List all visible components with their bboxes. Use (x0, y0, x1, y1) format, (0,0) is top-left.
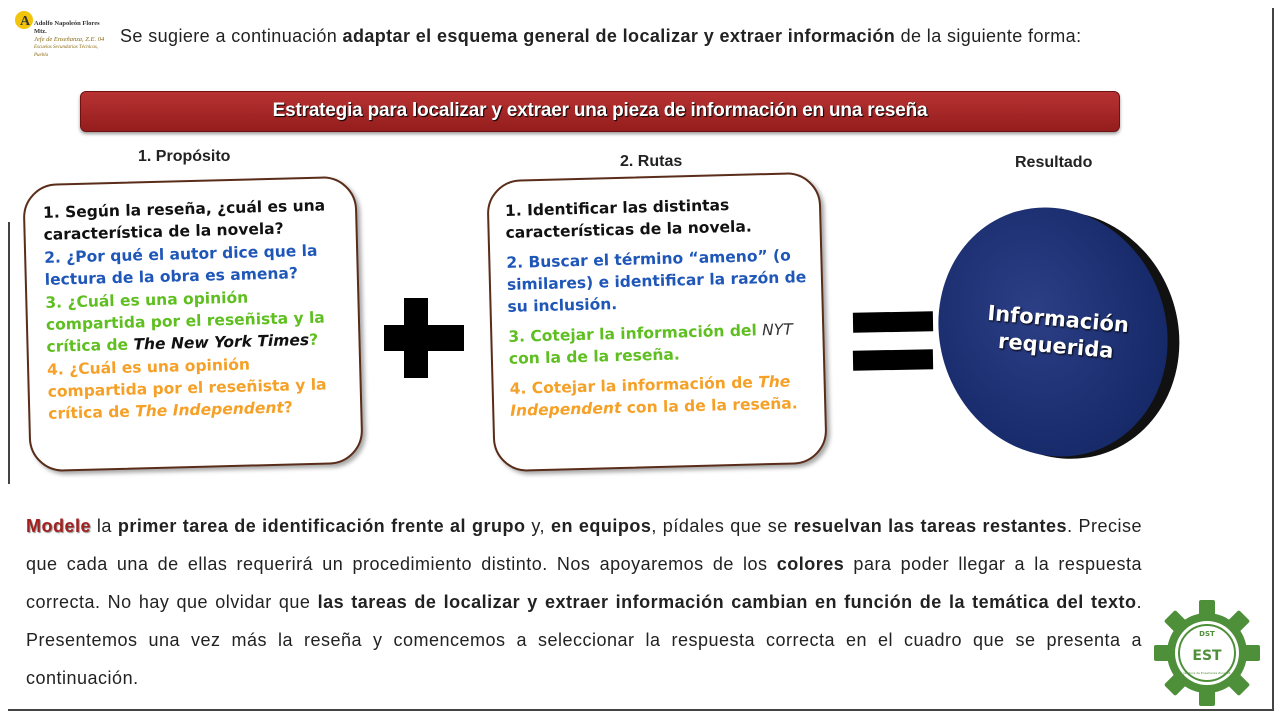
instructions-paragraph (26, 507, 1142, 697)
frame-left-border (8, 222, 10, 484)
body-bold-7: resuelvan las tareas restantes (793, 516, 1068, 536)
purpose-question-2: 2. ¿Por qué el autor dice que la lectura de la obra es amena? (43, 241, 318, 289)
purpose-box (22, 176, 363, 473)
route-step-4-source: The Independent (510, 372, 791, 420)
purpose-question-4-end: ? (283, 398, 294, 417)
purpose-heading: 1. Propósito (138, 148, 231, 165)
body-bold-5: en equipos (550, 516, 652, 536)
route-step-3-end: con la de la reseña. (508, 345, 680, 368)
route-step-4 (509, 370, 810, 422)
dst-gear-logo (1152, 598, 1262, 708)
body-text-4: y, (525, 516, 551, 536)
logo-line-2: Jefe de Enseñanza, Z.E. 04 (34, 36, 105, 43)
body-text-10: para poder llegar a la respuesta correcta. No hay que olvidar que (26, 554, 1142, 612)
logo-line-3: Escuelas Secundarias Técnicas, Puebla (34, 45, 99, 58)
purpose-question-4 (47, 351, 347, 425)
result-label-line-2: requerida (997, 328, 1115, 363)
purpose-question-3-end: ? (308, 330, 319, 349)
route-step-2: 2. Buscar el término “ameno” (o similares) e identificar la razón de su inclusión. (506, 246, 807, 316)
route-step-3-text: 3. Cotejar la información del (508, 321, 763, 346)
purpose-question-3-source: The New York Times (133, 330, 310, 354)
body-text-6: , pídales que se (651, 516, 794, 536)
routes-box (486, 172, 828, 473)
svg-text:A: A (20, 14, 31, 29)
gear-mid-text: EST (1192, 648, 1222, 664)
logo-text (34, 20, 108, 60)
purpose-question-1: 1. Según la reseña, ¿cuál es una característica de la novela? (42, 196, 326, 244)
body-bold-9: colores (776, 554, 845, 574)
routes-heading: 2. Rutas (620, 153, 683, 170)
equals-sign-bottom (853, 349, 933, 370)
result-heading: Resultado (1015, 154, 1093, 171)
body-text-12: . Presentemos una vez más la reseña y comencemos a seleccionar la respuesta correcta en el cuadro que se presenta a continuación. (26, 592, 1142, 688)
body-text-8: . Precise que cada una de ellas requerirá un procedimiento distinto. Nos apoyaremos de los (26, 516, 1143, 574)
plus-sign-horizontal (384, 325, 464, 351)
intro-text-1: Se sugiere a continuación (120, 26, 343, 46)
gear-top-text: DST (1199, 630, 1215, 638)
strategy-banner: Estrategia para localizar y extraer una pieza de información en una reseña (80, 91, 1120, 132)
intro-paragraph (120, 22, 1138, 50)
route-step-4-end: con la de la reseña. (621, 394, 798, 417)
frame-right-border (1272, 8, 1274, 711)
body-bold-11: las tareas de localizar y extraer información cambian en función de la temática del texto (317, 592, 1137, 612)
body-bold-3: primer tarea de identificación frente al grupo (117, 516, 526, 536)
route-step-4-text: 4. Cotejar la información de (509, 373, 759, 398)
purpose-question-4-text: 4. ¿Cuál es una opinión compartida por el reseñista y la crítica de (46, 355, 327, 423)
intro-bold-text: adaptar el esquema general de localizar y extraer información (342, 26, 896, 46)
modele-keyword: Modele (26, 516, 92, 536)
body-text-2: la (91, 516, 118, 536)
route-step-1: 1. Identificar las distintas características de la novela. (504, 196, 752, 242)
frame-bottom-border (8, 709, 1274, 711)
gear-bottom-text: Jefatura de Enseñanza Zona 04 (1183, 671, 1231, 675)
equals-sign-top (853, 311, 933, 332)
purpose-question-4-source: The Independent (134, 398, 285, 421)
purpose-question-3-text: 3. ¿Cuál es una opinión compartida por el reseñista y la crítica de (45, 288, 325, 356)
intro-text-2: de la siguiente forma: (895, 26, 1082, 46)
logo-line-1: Adolfo Napoleón Flores Mtz. (34, 20, 100, 35)
purpose-question-3 (45, 284, 345, 358)
result-label-line-1: Información (986, 300, 1130, 338)
route-step-3 (508, 318, 809, 370)
author-logo (10, 8, 105, 58)
route-step-3-source: NYT (761, 320, 793, 340)
